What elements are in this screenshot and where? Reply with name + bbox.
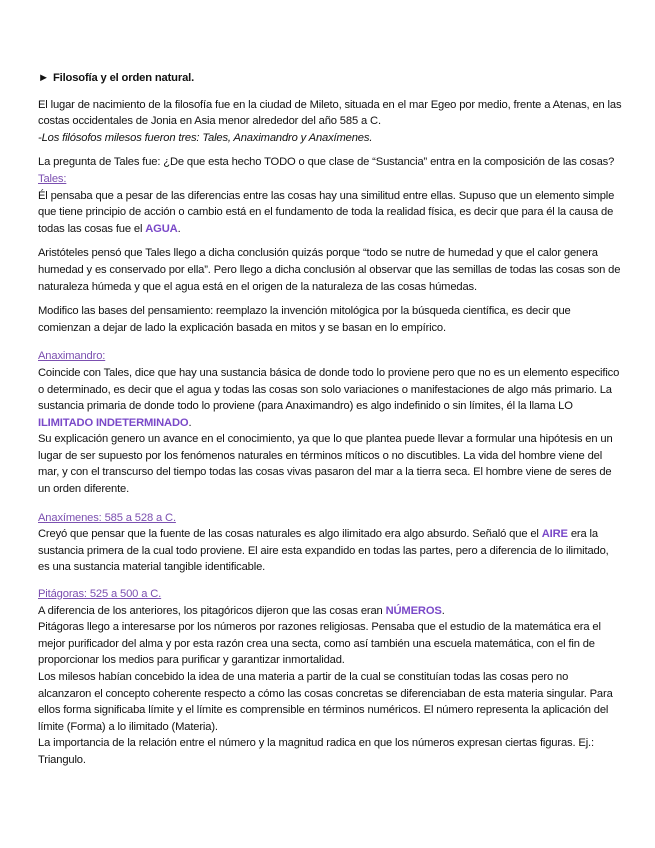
section-title-text: Filosofía y el orden natural. [52, 72, 195, 84]
tales-p1-end: . [177, 222, 181, 235]
anaximandro-p1-end: . [188, 416, 192, 429]
anaximandro-p1-text: Coincide con Tales, dice que hay una sustancia básica de donde todo lo proviene pero que no es un elemento especifico o determinado, es decir que el agua y todas las cosas son solo variaciones o manifestaciones de algo más primario. La sustancia primaria de donde todo lo proviene (para Anaximandro) es algo indefinido o sin límites, él la llama LO [38, 366, 620, 413]
tales-p1-text: Él pensaba que a pesar de las diferencias entre las cosas hay una similitud entre ellas. Supuso que un elemento simple que tiene principio de acción o cambio está en el fundamento de toda la realidad física, es decir que para él la causa de todas las cosas fue el [38, 189, 615, 235]
intro-paragraph: El lugar de nacimiento de la filosofía fue en la ciudad de Mileto, situada en el mar Egeo por medio, frente a Atenas, en las costas occidentales de Jonia en Asia menor alrededor del año 585 a C. [38, 98, 622, 128]
heading-anaximenes: Anaxímenes: 585 a 528 a C. [38, 511, 176, 524]
tales-paragraph-2: Aristóteles pensó que Tales llego a dicha conclusión quizás porque “todo se nutre de humedad y que el calor genera humedad y es conservado por ella”. Pero llego a dicha conclusión al observar que las semillas de todas las cosas son de naturaleza húmeda y que el agua está en el origen de la naturaleza de las cosas húmedas. [38, 247, 621, 293]
anaximenes-p1-end: era la sustancia primera de la cual todo proviene. El aire esta expandido en todas las partes, pero a diferencia de lo ilimitado, es una sustancia material tangible identificable. [38, 528, 609, 574]
tales-paragraph-3: Modifico las bases del pensamiento: reemplazo la invención mitológica por la búsqueda científica, es decir que comienzan a dejar de lado la explicación basada en mitos y se basan en lo empírico. [38, 305, 571, 334]
pitagoras-paragraph-2: Pitágoras llego a interesarse por los números por razones religiosas. Pensaba que el estudio de la matemática era el mejor purificador del alma y por esta razón crea una secta, como así también una escuela matemática, con el fin de proporcionar los medios para purificar y garantizar inmortalidad. [38, 621, 601, 667]
arrow-bullet-icon: ► [38, 72, 49, 84]
highlight-aire: AIRE [541, 528, 568, 541]
highlight-numeros: NÚMEROS [385, 604, 442, 617]
tales-paragraph-1 [38, 188, 622, 238]
intro-philosophers-note: -Los filósofos milesos fueron tres: Tales, Anaximandro y Anaxímenes. [38, 131, 373, 144]
pitagoras-paragraph-3: Los milesos habían concebido la idea de una materia a partir de la cual se constituían todas las cosas pero no alcanzaron el concepto coherente respecto a cómo las cosas concretas se diferenciaban de esta materia singular. Para ellos forma significaba límite y el límite es comprensible en términos numéricos. El número representa la aplicación del límite (Forma) a lo ilimitado (Materia). [38, 671, 613, 733]
anaximenes-paragraph-1 [38, 526, 622, 576]
heading-tales: Tales: [38, 172, 67, 185]
heading-anaximandro: Anaximandro: [38, 350, 106, 363]
section-title [38, 70, 622, 87]
anaximandro-paragraph-2: Su explicación genero un avance en el conocimiento, ya que lo que plantea puede llevar a formular una hipótesis en un lugar de ser supuesto por los fenómenos naturales en términos míticos o no discutibles. La vida del hombre viene del mar, y con el transcurso del tiempo todas las cosas vivas pasaron del mar a la tierra seca. El hombre viene de seres de un orden diferente. [38, 433, 613, 496]
pitagoras-p1-end: . [441, 604, 445, 617]
anaximandro-paragraph-1 [38, 365, 622, 431]
heading-pitagoras: Pitágoras: 525 a 500 a C. [38, 588, 162, 601]
tales-question: La pregunta de Tales fue: ¿De que esta hecho TODO o que clase de “Sustancia” entra en la composición de las cosas? [38, 156, 615, 169]
highlight-agua: AGUA [145, 222, 178, 235]
highlight-ilimitado: ILIMITADO INDETERMINADO [38, 416, 189, 429]
pitagoras-p1-text: A diferencia de los anteriores, los pitagóricos dijeron que las cosas eran [38, 604, 386, 617]
pitagoras-paragraph-4: La importancia de la relación entre el número y la magnitud radica en que los números expresan ciertas figuras. Ej.: Triangulo. [38, 737, 594, 766]
anaximenes-p1-text: Creyó que pensar que la fuente de las cosas naturales es algo ilimitado era algo absurdo. Señaló que el [38, 528, 542, 541]
document-body [38, 70, 622, 769]
pitagoras-paragraph-1 [38, 603, 622, 620]
